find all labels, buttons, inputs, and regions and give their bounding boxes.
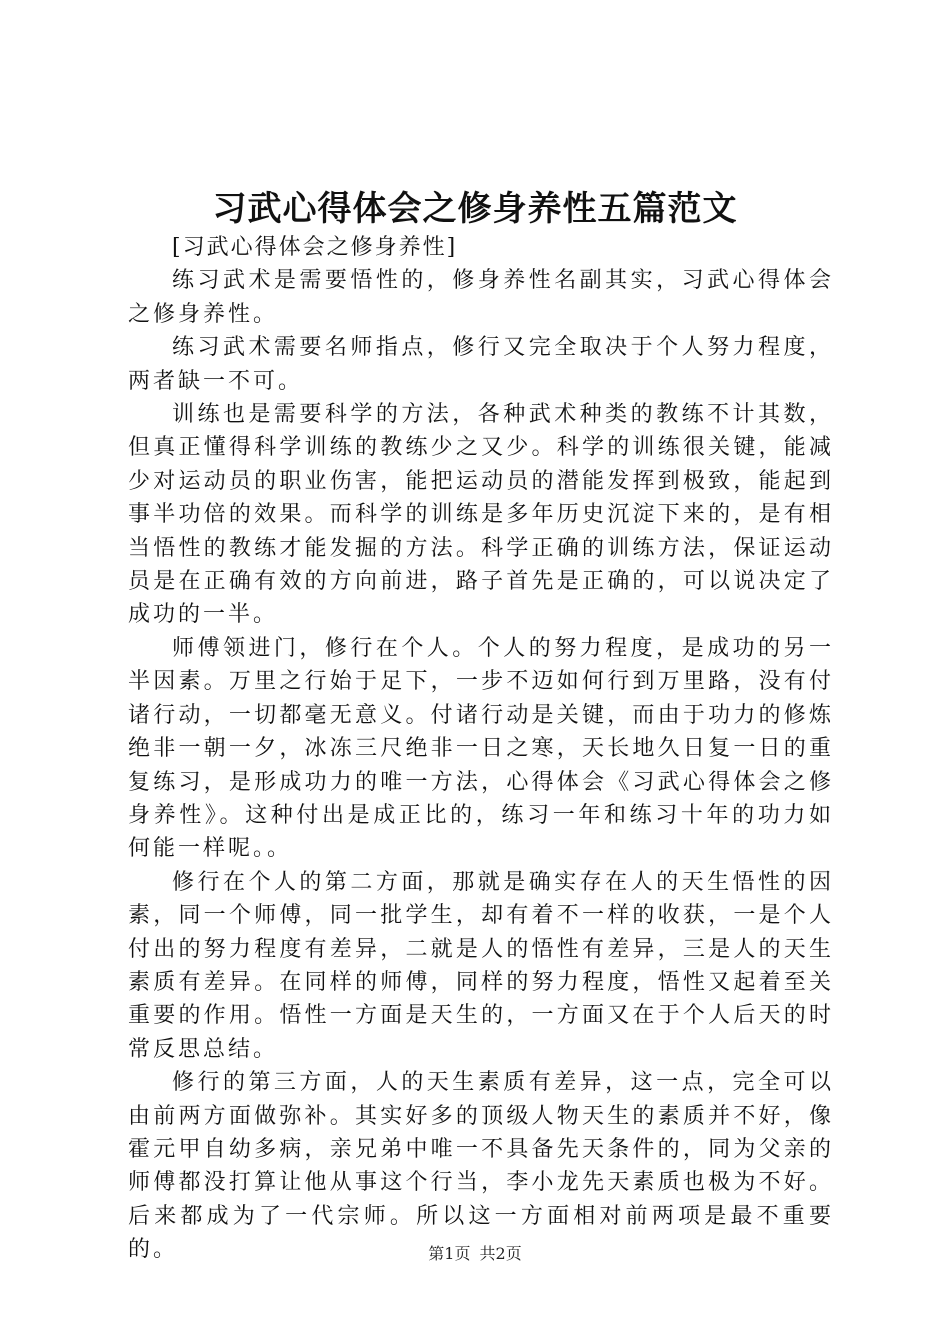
paragraph-2: 练习武术需要名师指点，修行又完全取决于个人努力程度，两者缺一不可。 <box>128 335 834 394</box>
paragraph-4: 师傅领进门，修行在个人。个人的努力程度，是成功的另一半因素。万里之行始于足下，一步不迈如何行到万里路，没有付诸行动，一切都毫无意义。付诸行动是关键，而由于功力的修炼绝非一朝一夕，冰冻三尺绝非一日之寒，天长地久日复一日的重复练习，是形成功力的唯一方法，心得体会《习武心得体会之修身养性》。这种付出是成正比的，练习一年和练习十年的功力如何能一样呢。。 <box>128 635 834 862</box>
paragraph-5: 修行在个人的第二方面，那就是确实存在人的天生悟性的因素，同一个师傅，同一批学生，却有着不一样的收获，一是个人付出的努力程度有差异，二就是人的悟性有差异，三是人的天生素质有差异。在同样的师傅，同样的努力程度，悟性又起着至关重要的作用。悟性一方面是天生的，一方面又在于个人后天的时常反思总结。 <box>128 869 834 1062</box>
paragraph-6: 修行的第三方面，人的天生素质有差异，这一点，完全可以由前两方面做弥补。其实好多的顶级人物天生的素质并不好，像霍元甲自幼多病，亲兄弟中唯一不具备先天条件的，同为父亲的师傅都没打算让他从事这个行当，李小龙先天素质也极为不好。后来都成为了一代宗师。所以这一方面相对前两项是最不重要的。 <box>128 1070 834 1263</box>
paragraph-1: 练习武术是需要悟性的，修身养性名副其实，习武心得体会之修身养性。 <box>128 268 834 327</box>
page-total: 共2页 <box>479 1244 522 1263</box>
page-footer <box>0 1244 950 1264</box>
paragraph-3: 训练也是需要科学的方法，各种武术种类的教练不计其数，但真正懂得科学训练的教练少之又少。科学的训练很关键，能减少对运动员的职业伤害，能把运动员的潜能发挥到极致，能起到事半功倍的效果。而科学的训练是多年历史沉淀下来的，是有相当悟性的教练才能发掘的方法。科学正确的训练方法，保证运动员是在正确有效的方向前进，路子首先是正确的，可以说决定了成功的一半。 <box>128 402 834 628</box>
page-number: 第1页 <box>428 1244 471 1263</box>
page-title: 习武心得体会之修身养性五篇范文 <box>212 189 738 229</box>
document-subtitle: [习武心得体会之修身养性] <box>172 235 458 260</box>
document-body <box>128 231 834 1267</box>
